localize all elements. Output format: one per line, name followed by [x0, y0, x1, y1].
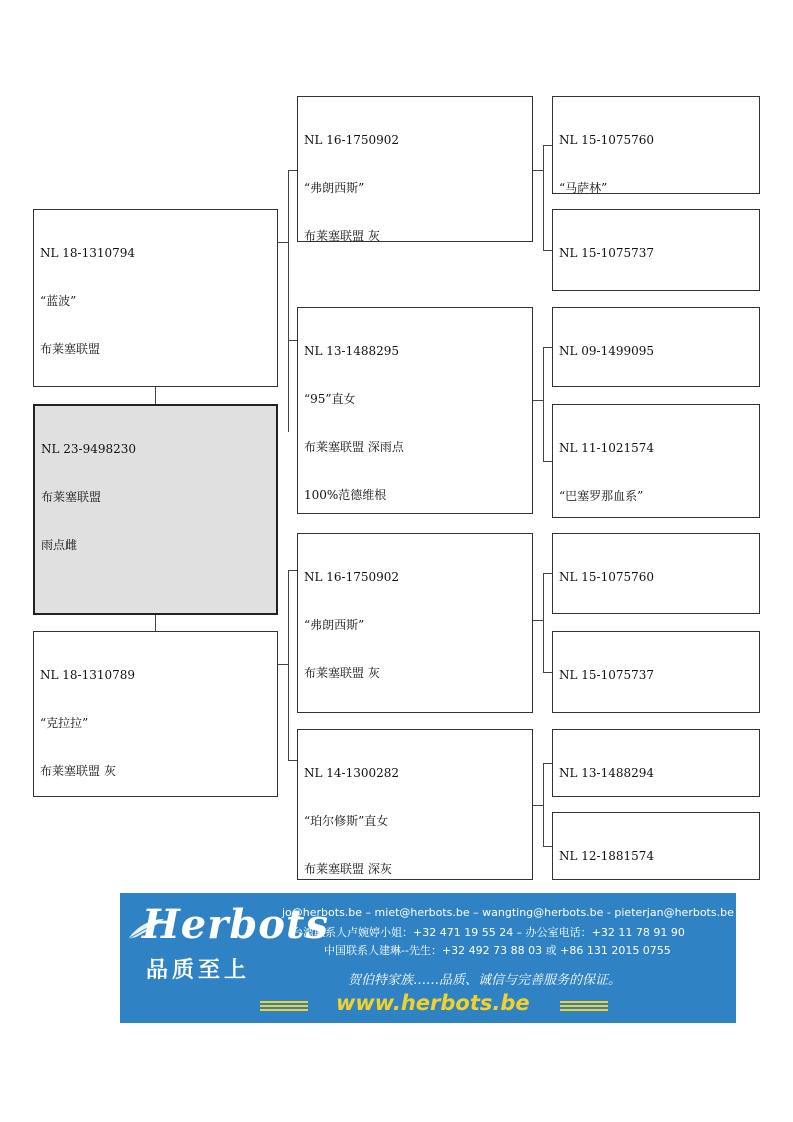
connector-ds-v — [543, 573, 544, 672]
sds-box — [552, 307, 760, 387]
connector-dd-dds — [543, 763, 552, 764]
ds-name: “弗朗西斯” — [304, 618, 365, 632]
connector-ss-v — [543, 145, 544, 250]
sdd-ring: NL 11-1021574 — [559, 441, 655, 455]
ds-line-3: 布莱塞联盟 灰 — [304, 666, 380, 680]
dd-name: “珀尔修斯”直女 — [304, 814, 389, 828]
connector-sd-v — [543, 347, 544, 461]
dds-ring: NL 13-1488294 — [559, 766, 655, 780]
dam-ring: NL 18-1310789 — [40, 668, 136, 682]
connector-sd-sds — [543, 347, 552, 348]
connector-ds-h — [533, 620, 543, 621]
ddd-box — [552, 812, 760, 880]
sdd-name: “巴塞罗那血系” — [559, 489, 644, 503]
ss-name: “弗朗西斯” — [304, 181, 365, 195]
slogan: 品质至上 — [146, 958, 251, 983]
connector-sire-subject — [155, 387, 156, 404]
dd-line-3: 布莱塞联盟 深灰 — [304, 862, 392, 876]
subject-line-2: 布莱塞联盟 — [41, 490, 102, 504]
china-contact: 中国联系人建琳-‐先生：+32 492 73 88 03 或 +86 131 2015 0755 — [324, 944, 671, 957]
connector-ss-h — [533, 170, 543, 171]
sss-name: “马萨林” — [559, 181, 608, 194]
sire-line-3: 布莱塞联盟 — [40, 342, 101, 356]
connector-dam-v — [288, 570, 289, 760]
sdd-box — [552, 404, 760, 518]
dss-ring: NL 15-1075760 — [559, 570, 655, 584]
decor-bars-left — [260, 1001, 308, 1013]
website-link[interactable]: www.herbots.be — [336, 991, 530, 1015]
connector-dam-dd — [288, 760, 297, 761]
sire-sire-box — [297, 96, 533, 242]
brand-logo-text: Herbots — [142, 901, 329, 948]
connector-sire-v — [288, 170, 289, 432]
sd-name: “95”直女 — [304, 392, 356, 406]
herbots-banner — [120, 893, 736, 1023]
subject-box — [33, 404, 278, 615]
connector-sd-sdd — [543, 461, 552, 462]
connector-dd-ddd — [543, 846, 552, 847]
connector-sire-sd — [288, 340, 297, 341]
sss-ring: NL 15-1075760 — [559, 133, 655, 147]
dds-box — [552, 729, 760, 797]
connector-ds-dss — [543, 573, 552, 574]
ssd-ring: NL 15-1075737 — [559, 246, 655, 260]
dam-line-3: 布莱塞联盟 灰 — [40, 764, 116, 778]
dam-sire-box — [297, 533, 533, 713]
taiwan-contact: 台湾联系人卢婉婷小姐：+32 471 19 55 24 – 办公室电话：+32 11 78 91 90 — [292, 926, 685, 939]
dam-dam-box — [297, 729, 533, 880]
sire-box — [33, 209, 278, 387]
connector-dam-h — [278, 664, 288, 665]
subject-ring: NL 23-9498230 — [41, 442, 137, 456]
sire-name: “蓝波” — [40, 294, 77, 308]
sire-dam-box — [297, 307, 533, 514]
ssd-box — [552, 209, 760, 291]
connector-dd-v — [543, 763, 544, 846]
ss-line-3: 布莱塞联盟 灰 — [304, 229, 380, 242]
ddd-ring: NL 12-1881574 — [559, 849, 655, 863]
subject-line-3: 雨点雌 — [41, 538, 78, 552]
tagline: 贺伯特家族……品质、诚信与完善服务的保证。 — [348, 973, 622, 988]
dam-name: “克拉拉” — [40, 716, 89, 730]
connector-ss-sss — [543, 145, 552, 146]
sd-line-4: 100%范德维根 — [304, 488, 387, 502]
dsd-ring: NL 15-1075737 — [559, 668, 655, 682]
connector-sire-ss — [288, 170, 297, 171]
connector-sire-h — [278, 242, 288, 243]
connector-subject-dam — [155, 615, 156, 631]
dam-box — [33, 631, 278, 797]
sire-ring: NL 18-1310794 — [40, 246, 136, 260]
connector-dd-h — [533, 805, 543, 806]
connector-dam-ds — [288, 570, 297, 571]
ds-ring: NL 16-1750902 — [304, 570, 400, 584]
connector-ss-ssd — [543, 250, 552, 251]
dsd-box — [552, 631, 760, 713]
connector-ds-dsd — [543, 672, 552, 673]
sds-ring: NL 09-1499095 — [559, 344, 655, 358]
dss-box — [552, 533, 760, 614]
dd-ring: NL 14-1300282 — [304, 766, 400, 780]
email-list: jo@herbots.be – miet@herbots.be – wangting@herbots.be - pieterjan@herbots.be — [282, 906, 734, 919]
ss-ring: NL 16-1750902 — [304, 133, 400, 147]
connector-sd-h — [533, 400, 543, 401]
sd-line-3: 布莱塞联盟 深雨点 — [304, 440, 404, 454]
decor-bars-right — [560, 1001, 608, 1013]
sss-box — [552, 96, 760, 194]
sd-ring: NL 13-1488295 — [304, 344, 400, 358]
